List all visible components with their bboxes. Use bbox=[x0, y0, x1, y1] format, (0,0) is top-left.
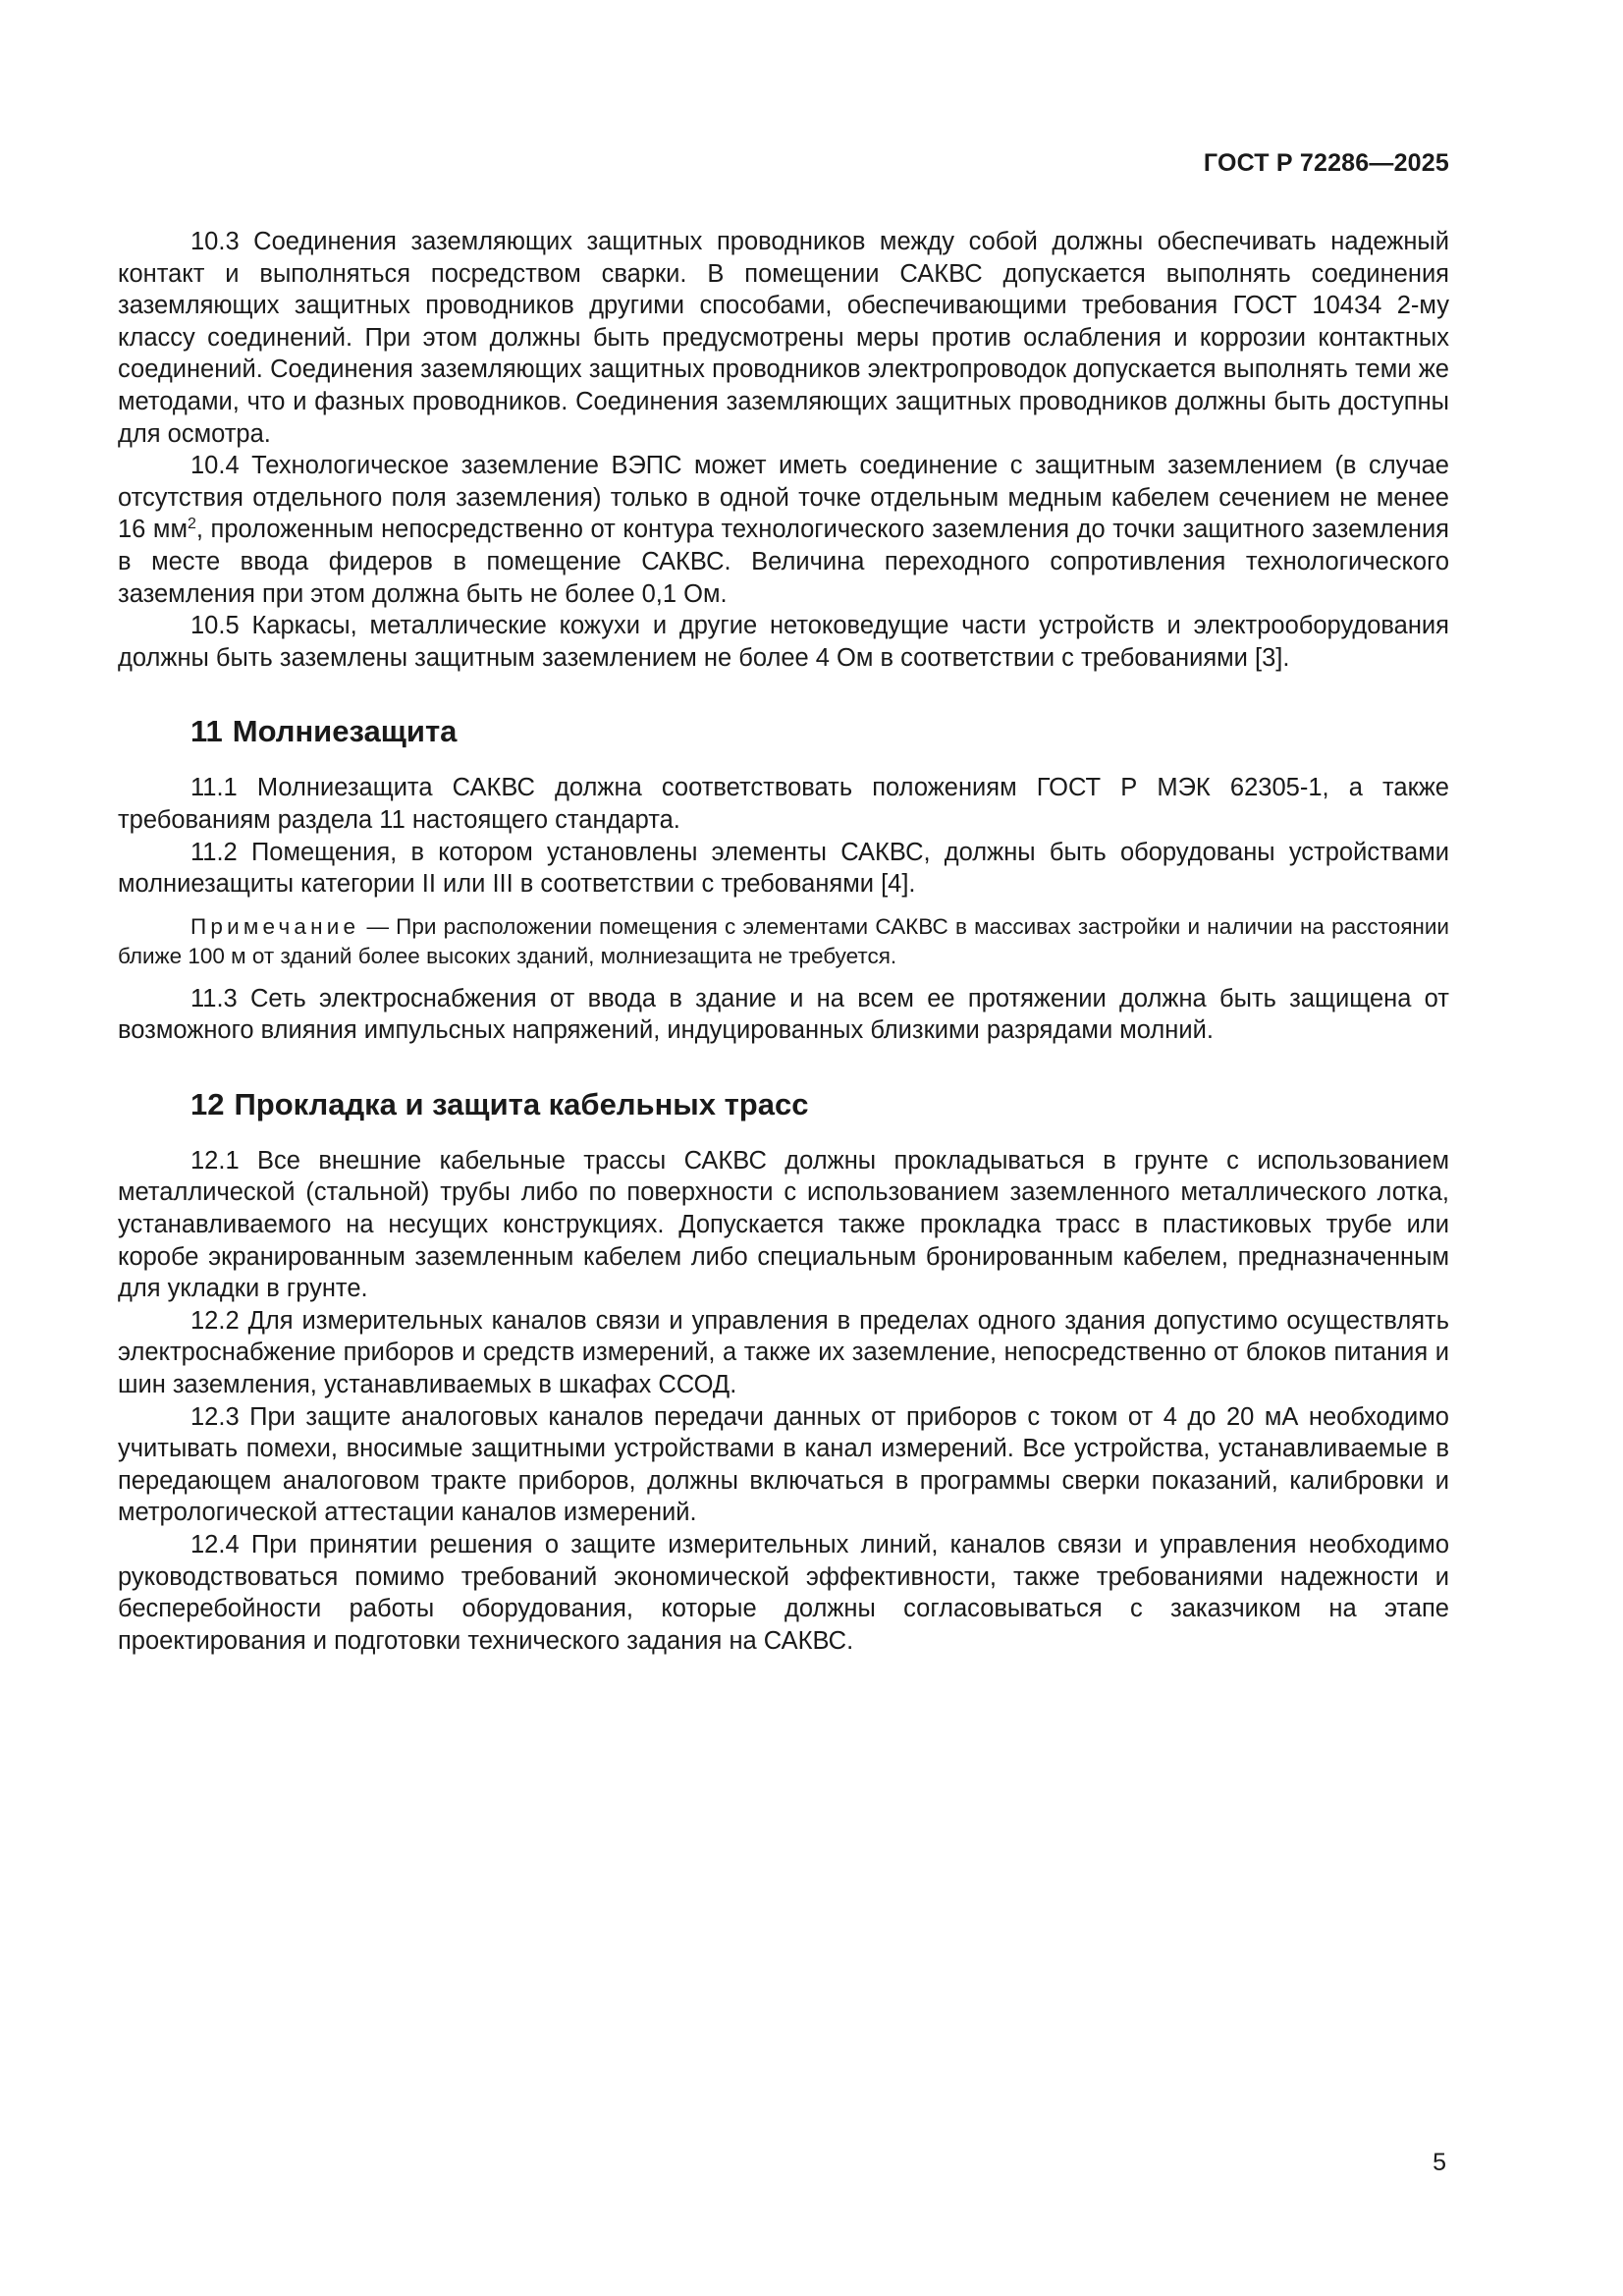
document-body bbox=[118, 226, 1449, 1657]
superscript-squared: 2 bbox=[188, 516, 196, 533]
paragraph-11-1: 11.1 Молниезащита САКВС должна соответствовать положениям ГОСТ Р МЭК 62305-1, а также требованиям раздела 11 настоящего стандарта. bbox=[118, 774, 1449, 834]
note bbox=[118, 912, 1449, 971]
paragraph-12-3: 12.3 При защите аналоговых каналов передачи данных от приборов с током от 4 до 20 мА необходимо учитывать помехи, вносимые защитными устройствами в канал измерений. Все устройства, устанавливаемые в передающем аналоговом тракте приборов, должны включаться в программы сверки показаний, калибровки и метрологической аттестации каналов измерений. bbox=[118, 1402, 1449, 1527]
paragraph-10-5: 10.5 Каркасы, металлические кожухи и другие нетоковедущие части устройств и электрооборудования должны быть заземлены защитным заземлением не более 4 Ом в соответствии с требованиями [3]. bbox=[118, 612, 1449, 672]
paragraph-11-2: 11.2 Помещения, в котором установлены элементы САКВС, должны быть оборудованы устройствами молниезащиты категории II или III в соответствии с требованями [4]. bbox=[118, 838, 1449, 899]
paragraph-12-2: 12.2 Для измерительных каналов связи и управления в пределах одного здания допустимо осуществлять электроснабжение приборов и средств измерений, а также их заземление, непосредственно от блоков питания и шин заземления, устанавливаемых в шкафах ССОД. bbox=[118, 1306, 1449, 1399]
paragraph-10-4-text-a: 10.4 Технологическое заземление ВЭПС может иметь соединение с защитным заземлением (в случае отсутствия отдельного поля заземления) только в одной точке отдельным медным кабелем сечением не менее 16 мм bbox=[118, 452, 1449, 544]
paragraph-10-4-text-b: , проложенным непосредственно от контура технологического заземления до точки защитного заземления в месте ввода фидеров в помещение САКВС. Величина переходного сопротивления технологического заземления при этом должна быть не более 0,1 Ом. bbox=[118, 516, 1449, 608]
paragraph-11-3: 11.3 Сеть электроснабжения от ввода в здание и на всем ее протяжении должна быть защищена от возможного влияния импульсных напряжений, индуцированных близкими разрядами молний. bbox=[118, 984, 1449, 1045]
note-label: Примечание bbox=[190, 913, 360, 939]
page-number: 5 bbox=[1433, 2149, 1446, 2176]
paragraph-12-4: 12.4 При принятии решения о защите измерительных линий, каналов связи и управления необходимо руководствоваться помимо требований экономической эффективности, также требованиями надежности и бесперебойности работы оборудования, которые должны согласовываться с заказчиком на этапе проектирования и подготовки технического задания на САКВС. bbox=[118, 1531, 1449, 1655]
paragraph-10-3: 10.3 Соединения заземляющих защитных проводников между собой должны обеспечивать надежный контакт и выполняться посредством сварки. В помещении САКВС допускается выполнять соединения заземляющих защитных проводников другими способами, обеспечивающими требования ГОСТ 10434 2-му классу соединений. При этом должны быть предусмотрены меры против ослабления и коррозии контактных соединений. Соединения заземляющих защитных проводников электропроводок допускается выполнять теми же методами, что и фазных проводников. Соединения заземляющих защитных проводников должны быть доступны для осмотра. bbox=[118, 228, 1449, 448]
section-title: Молниезащита bbox=[232, 714, 458, 749]
section-heading-12 bbox=[190, 1086, 1449, 1123]
paragraph-10-4 bbox=[118, 450, 1449, 610]
paragraph-12-1: 12.1 Все внешние кабельные трассы САКВС должны прокладываться в грунте с использованием металлической (стальной) трубы либо по поверхности с использованием заземленного металлического лотка, устанавливаемого на несущих конструкциях. Допускается также прокладка трасс в пластиковых трубе или коробе экранированным заземленным кабелем либо специальным бронированным кабелем, предназначенным для укладки в грунте. bbox=[118, 1146, 1449, 1303]
section-heading-11 bbox=[190, 713, 1449, 750]
section-number: 12 bbox=[190, 1086, 225, 1121]
section-number: 11 bbox=[190, 714, 223, 749]
section-title: Прокладка и защита кабельных трасс bbox=[234, 1086, 809, 1121]
document-code: ГОСТ Р 72286—2025 bbox=[1203, 149, 1449, 177]
note-text: — При расположении помещения с элементами САКВС в массивах застройки и наличии на расстоянии ближе 100 м от зданий более высоких зданий, молниезащита не требуется. bbox=[118, 913, 1449, 968]
